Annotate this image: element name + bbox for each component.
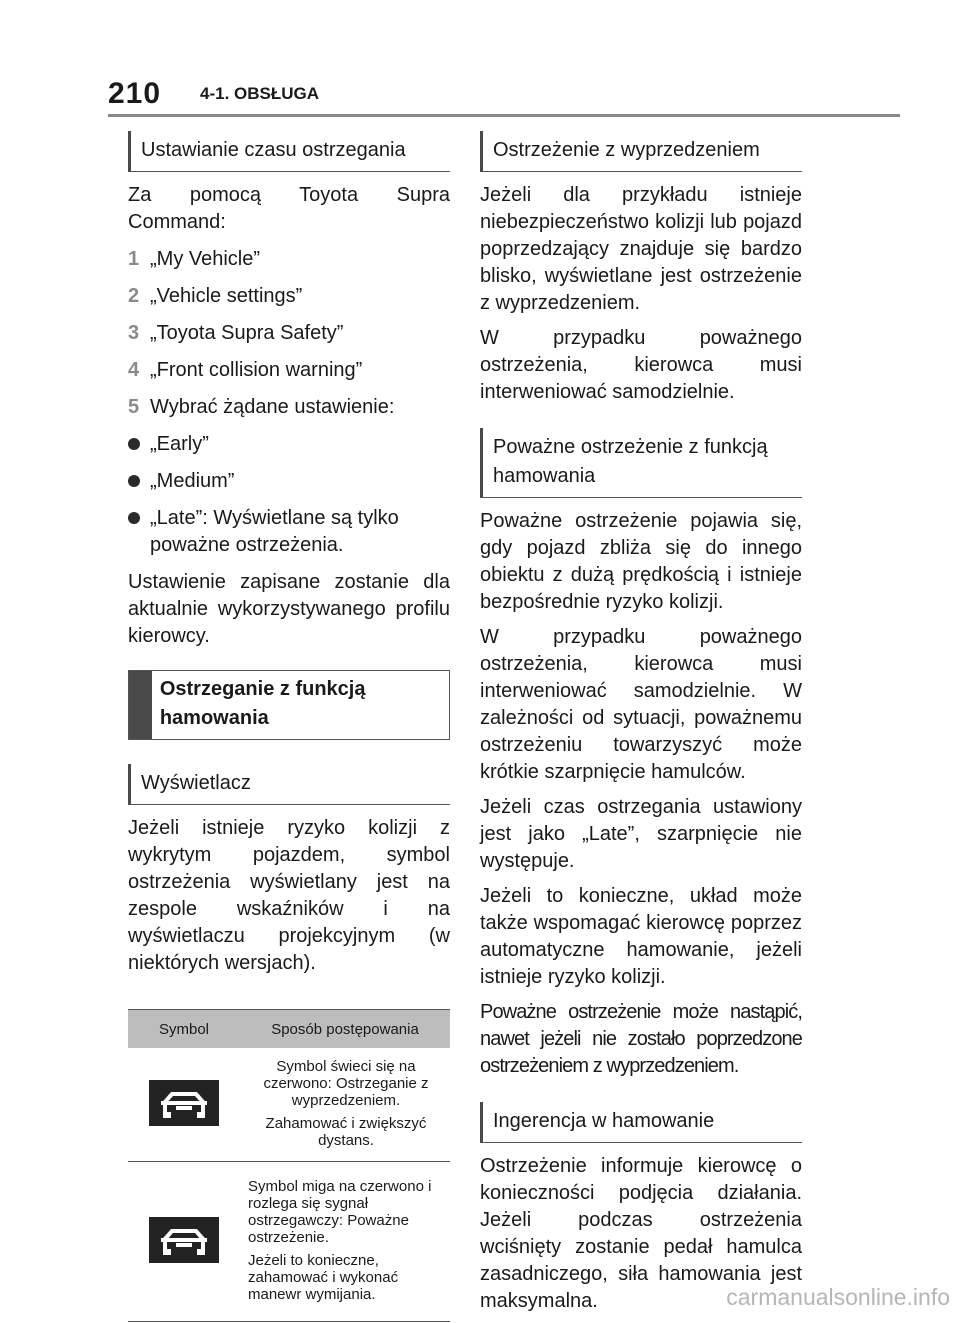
option-text: „Medium”	[150, 470, 235, 492]
paragraph: W przypadku poważnego ostrzeżenia, kierowca musi interweniować samodzielnie.	[480, 327, 802, 403]
left-column	[128, 124, 450, 1322]
right-column	[480, 124, 802, 1323]
heading-braking-warning	[128, 670, 450, 740]
car-warning-red-icon	[149, 1080, 219, 1126]
bullet-icon	[128, 431, 150, 458]
table-row	[128, 1048, 450, 1162]
table-header-action: Sposób postępowania	[240, 1010, 450, 1049]
row-description: Symbol świeci się na czerwono: Ostrzeganie z wyprzedzeniem.	[263, 1058, 429, 1109]
option-text: „Late”: Wyświetlane są tylko poważne ostrzeżenia.	[150, 507, 399, 556]
bullet-icon	[128, 505, 150, 559]
step-number: 3	[128, 322, 140, 344]
step-3	[128, 320, 450, 347]
paragraph: Jeżeli to konieczne, układ może także wspomagać kierowcę poprzez automatyczne hamowanie, jeżeli istnieje ryzyko kolizji.	[480, 885, 802, 988]
step-number: 5	[128, 396, 140, 418]
heading-display: Wyświetlacz	[128, 764, 450, 805]
paragraph: Jeżeli dla przykładu istnieje niebezpieczeństwo kolizji lub pojazd poprzedzający znajduje się bardzo blisko, wyświetlane jest ostrzeżenie z wyprzedzeniem.	[480, 184, 802, 314]
paragraph: W przypadku poważnego ostrzeżenia, kierowca musi interweniować samodzielnie. W zależności od sytuacji, poważnemu ostrzeżeniu towarzyszyć może krótkie szarpnięcie hamulców.	[480, 626, 802, 783]
step-text: „Front collision warning”	[150, 359, 363, 381]
car-warning-flash-icon	[149, 1217, 219, 1263]
table-row	[128, 1162, 450, 1322]
step-text: „Vehicle settings”	[150, 285, 303, 307]
option-early	[128, 431, 450, 458]
intro-text: Za pomocą Toyota Supra Command:	[128, 184, 450, 233]
row-action: Jeżeli to konieczne, zahamować i wykonać manewr wymijania.	[248, 1252, 399, 1303]
symbol-table	[128, 1009, 450, 1322]
step-text: „Toyota Supra Safety”	[150, 322, 344, 344]
row-description: Symbol miga na czerwono i rozlega się sygnał ostrzegawczy: Poważne ostrzeżenie.	[248, 1178, 432, 1246]
paragraph: Ostrzeżenie informuje kierowcę o konieczności podjęcia działania. Jeżeli podczas ostrzeżenia wciśnięty zostanie pedał hamulca zasadniczego, siła hamowania jest maksymalna.	[480, 1155, 802, 1312]
heading-warning-time: Ustawianie czasu ostrzegania	[128, 131, 450, 172]
step-number: 2	[128, 285, 140, 307]
option-medium	[128, 468, 450, 495]
heading-text: Ostrzeganie z funkcją hamowania	[159, 678, 366, 729]
display-text: Jeżeli istnieje ryzyko kolizji z wykrytym pojazdem, symbol ostrzeżenia wyświetlany jest na zespole wskaźników i na wyświetlaczu projekcyjnym (w niektórych wersjach).	[128, 817, 450, 974]
step-number: 4	[128, 359, 140, 381]
step-4	[128, 357, 450, 384]
header-rule	[108, 114, 900, 117]
step-5	[128, 394, 450, 421]
watermark: carmanualsonline.info	[726, 1284, 950, 1310]
step-text: „My Vehicle”	[150, 248, 261, 270]
heading-serious-warning: Poważne ostrzeżenie z funkcją hamowania	[480, 428, 802, 498]
heading-early-warning: Ostrzeżenie z wyprzedzeniem	[480, 131, 802, 172]
table-header-symbol: Symbol	[128, 1010, 240, 1049]
saved-note: Ustawienie zapisane zostanie dla aktualnie wykorzystywanego profilu kierowcy.	[128, 571, 450, 647]
heading-brake-intervention: Ingerencja w hamowanie	[480, 1102, 802, 1143]
paragraph: Poważne ostrzeżenie może nastąpić, nawet jeżeli nie zostało poprzedzone ostrzeżeniem z wyprzedzeniem.	[480, 1001, 802, 1077]
section-title: 4-1. OBSŁUGA	[200, 84, 320, 103]
row-action: Zahamować i zwiększyć dystans.	[265, 1115, 427, 1149]
step-text: Wybrać żądane ustawienie:	[150, 396, 395, 418]
page-number: 210	[108, 77, 162, 110]
step-2	[128, 283, 450, 310]
heading-bar	[129, 671, 152, 739]
option-late	[128, 505, 450, 559]
step-1	[128, 246, 450, 273]
option-text: „Early”	[150, 433, 209, 455]
step-number: 1	[128, 248, 140, 270]
paragraph: Jeżeli czas ostrzegania ustawiony jest jako „Late”, szarpnięcie nie występuje.	[480, 796, 802, 872]
bullet-icon	[128, 468, 150, 495]
paragraph: Poważne ostrzeżenie pojawia się, gdy pojazd zbliża się do innego obiektu z dużą prędkością i istnieje bezpośrednie ryzyko kolizji.	[480, 510, 802, 613]
